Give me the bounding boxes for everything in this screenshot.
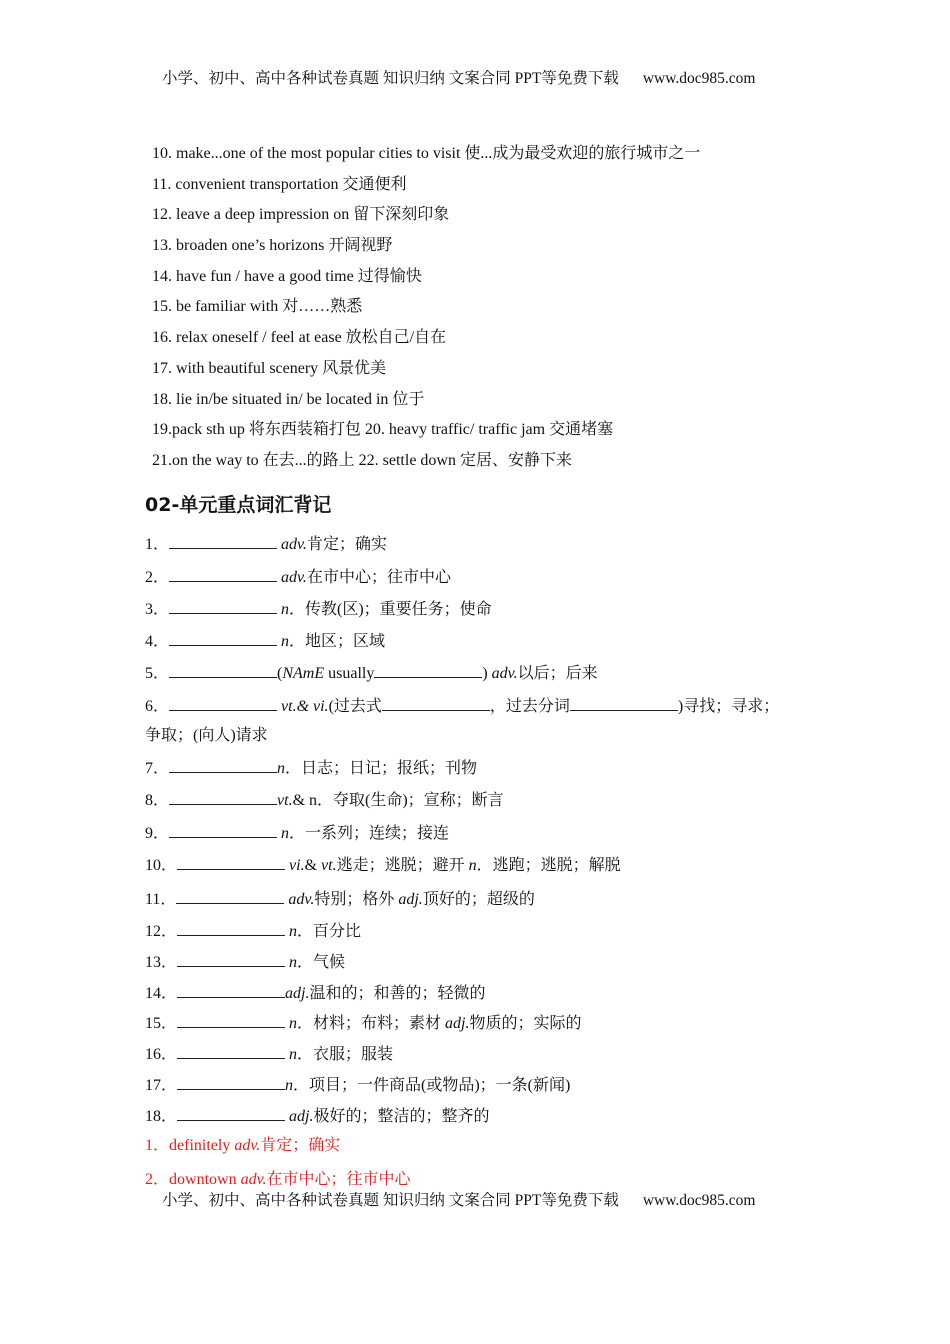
part-of-speech: & (304, 857, 322, 874)
vocab-number: 16． (145, 1046, 178, 1063)
page-footer (162, 1191, 755, 1211)
phrase-item: 19.pack sth up 将东西装箱打包 20. heavy traffic/ traffic jam 交通堵塞 (152, 421, 614, 438)
phrase-item: 15. be familiar with 对……熟悉 (152, 298, 363, 315)
vocab-number: 15． (145, 1015, 178, 1032)
answer-blank[interactable] (169, 533, 277, 549)
definition: ．逃跑；逃脱；解脱 (476, 857, 621, 874)
vocab-number: 12． (145, 923, 178, 940)
part-of-speech: n (468, 857, 477, 874)
vocab-number: 9． (145, 825, 170, 842)
section-title: 02-单元重点词汇背记 (145, 494, 332, 516)
part-of-speech: n (289, 923, 298, 940)
part-of-speech: adv. (281, 569, 307, 586)
vocab-number: 6． (145, 698, 170, 715)
header-text: 小学、初中、高中各种试卷真题 知识归纳 文案合同 PPT等免费下载 (162, 70, 619, 87)
part-of-speech: adv. (234, 1137, 261, 1154)
part-of-speech: adj. (285, 985, 310, 1002)
definition: ．衣服；服装 (297, 1046, 394, 1063)
answer-blank[interactable] (177, 854, 285, 870)
answer-item-2 (145, 1170, 411, 1190)
part-of-speech: n (281, 601, 290, 618)
vocab-item-9 (145, 822, 449, 844)
vocab-number: 14． (145, 985, 178, 1002)
vocab-item-6-continued: 争取；(向人)请求 (145, 727, 268, 744)
part-of-speech: n (289, 954, 298, 971)
part-of-speech: n (281, 633, 290, 650)
paren-open: ( (277, 665, 283, 682)
definition: 在市中心；往市中心 (306, 569, 451, 586)
footer-url[interactable]: www.doc985.com (642, 1192, 756, 1209)
vocab-item-12 (145, 920, 361, 942)
answer-blank[interactable] (382, 695, 490, 711)
answer-item-1 (145, 1136, 340, 1156)
answer-number: 1． (145, 1137, 170, 1154)
answer-blank[interactable] (177, 951, 285, 967)
answer-blank[interactable] (169, 662, 277, 678)
vocab-number: 17． (145, 1077, 178, 1094)
vocab-number: 10． (145, 857, 178, 874)
part-of-speech: n (289, 1015, 298, 1032)
vocab-item-18 (145, 1105, 489, 1127)
vocab-item-7 (145, 757, 477, 779)
part-of-speech: n (281, 825, 290, 842)
vocab-item-11 (145, 888, 535, 910)
definition: ．项目；一件商品(或物品)；一条(新闻) (293, 1077, 571, 1094)
vocab-item-5 (145, 662, 598, 684)
part-of-speech: vi. (289, 857, 305, 874)
vocab-number: 11． (145, 891, 177, 908)
part-of-speech: n (289, 1046, 298, 1063)
definition: 极好的；整洁的；整齐的 (313, 1108, 490, 1125)
vocab-number: 1． (145, 536, 170, 553)
answer-blank[interactable] (169, 695, 277, 711)
definition: ．地区；区域 (289, 633, 386, 650)
paren-close: ) (482, 665, 492, 682)
definition: ．传教(区)；重要任务；使命 (289, 601, 492, 618)
answer-word: definitely (169, 1137, 235, 1154)
part-of-speech: adv. (491, 665, 518, 682)
definition: ．气候 (297, 954, 346, 971)
phrase-item: 21.on the way to 在去...的路上 22. settle down 定居、安静下来 (152, 452, 572, 469)
definition: 顶好的；超级的 (422, 891, 535, 908)
vocab-number: 7． (145, 760, 170, 777)
definition: ，过去分词 (489, 698, 570, 715)
answer-number: 2． (145, 1171, 170, 1188)
phrase-item: 12. leave a deep impression on 留下深刻印象 (152, 206, 450, 223)
phrase-item: 11. convenient transportation 交通便利 (152, 176, 407, 193)
definition: ．日志；日记；报纸；刊物 (285, 760, 478, 777)
answer-blank[interactable] (177, 1105, 285, 1121)
vocab-number: 13． (145, 954, 178, 971)
definition: ．百分比 (297, 923, 362, 940)
part-of-speech: adv. (240, 1171, 267, 1188)
definition: 物质的；实际的 (469, 1015, 582, 1032)
answer-blank[interactable] (169, 598, 277, 614)
answer-blank[interactable] (169, 822, 277, 838)
definition: 在市中心；往市中心 (266, 1171, 411, 1188)
vocab-item-2 (145, 566, 451, 588)
part-of-speech: vt.& vi. (281, 698, 329, 715)
definition: 特别；格外 (314, 891, 399, 908)
definition: 肯定；确实 (306, 536, 387, 553)
vocab-item-8 (145, 789, 504, 811)
part-of-speech: adv. (288, 891, 315, 908)
vocab-number: 8． (145, 792, 170, 809)
answer-blank[interactable] (177, 1043, 285, 1059)
vocab-item-16 (145, 1043, 393, 1065)
phrase-item: 13. broaden one’s horizons 开阔视野 (152, 237, 393, 254)
vocab-item-15 (145, 1012, 582, 1034)
usage-mid: usually (324, 665, 375, 682)
answer-blank[interactable] (177, 982, 285, 998)
vocab-item-17 (145, 1074, 570, 1096)
answer-blank[interactable] (169, 757, 277, 773)
vocab-item-10 (145, 854, 621, 876)
vocab-item-13 (145, 951, 345, 973)
answer-blank[interactable] (177, 920, 285, 936)
usage-note: NAmE (282, 665, 325, 682)
part-of-speech: vt. (277, 792, 293, 809)
phrase-item: 17. with beautiful scenery 风景优美 (152, 360, 387, 377)
part-of-speech: n (285, 1077, 294, 1094)
part-of-speech: adj. (289, 1108, 314, 1125)
phrase-item: 10. make...one of the most popular cities to visit 使...成为最受欢迎的旅行城市之一 (152, 145, 701, 162)
definition: )寻找；寻求； (677, 698, 780, 715)
part-of-speech: adj. (445, 1015, 470, 1032)
answer-blank[interactable] (176, 888, 284, 904)
answer-blank[interactable] (169, 630, 277, 646)
answer-blank[interactable] (570, 695, 678, 711)
footer-text: 小学、初中、高中各种试卷真题 知识归纳 文案合同 PPT等免费下载 (162, 1192, 619, 1209)
header-url[interactable]: www.doc985.com (642, 70, 756, 87)
vocab-item-6 (145, 695, 779, 717)
vocab-number: 18． (145, 1108, 178, 1125)
vocab-number: 3． (145, 601, 170, 618)
definition: (过去式 (328, 698, 382, 715)
answer-blank[interactable] (169, 566, 277, 582)
definition: 温和的；和善的；轻微的 (309, 985, 486, 1002)
vocab-item-14 (145, 982, 485, 1004)
part-of-speech: adj. (398, 891, 423, 908)
vocab-item-1 (145, 533, 387, 555)
phrase-item: 14. have fun / have a good time 过得愉快 (152, 268, 422, 285)
definition: ．夺取(生命)；宣称；断言 (317, 792, 504, 809)
answer-word: downtown (169, 1171, 241, 1188)
phrase-item: 16. relax oneself / feel at ease 放松自己/自在 (152, 329, 447, 346)
vocab-number: 2． (145, 569, 170, 586)
definition: 以后；后来 (517, 665, 598, 682)
definition: ．一系列；连续；接连 (289, 825, 450, 842)
part-of-speech: adv. (281, 536, 307, 553)
definition: ．材料；布料；素材 (297, 1015, 446, 1032)
answer-blank[interactable] (177, 1074, 285, 1090)
answer-blank[interactable] (169, 789, 277, 805)
definition: 肯定；确实 (260, 1137, 341, 1154)
answer-blank[interactable] (374, 662, 482, 678)
part-of-speech: n (277, 760, 286, 777)
vocab-item-3 (145, 598, 492, 620)
phrase-item: 18. lie in/be situated in/ be located in 位于 (152, 391, 425, 408)
part-of-speech: vt. (321, 857, 337, 874)
answer-blank[interactable] (177, 1012, 285, 1028)
definition: 逃走；逃脱；避开 (336, 857, 469, 874)
vocab-number: 5． (145, 665, 170, 682)
page-header (162, 69, 755, 89)
part-of-speech: & n (292, 792, 318, 809)
vocab-item-4 (145, 630, 385, 652)
vocab-number: 4． (145, 633, 170, 650)
